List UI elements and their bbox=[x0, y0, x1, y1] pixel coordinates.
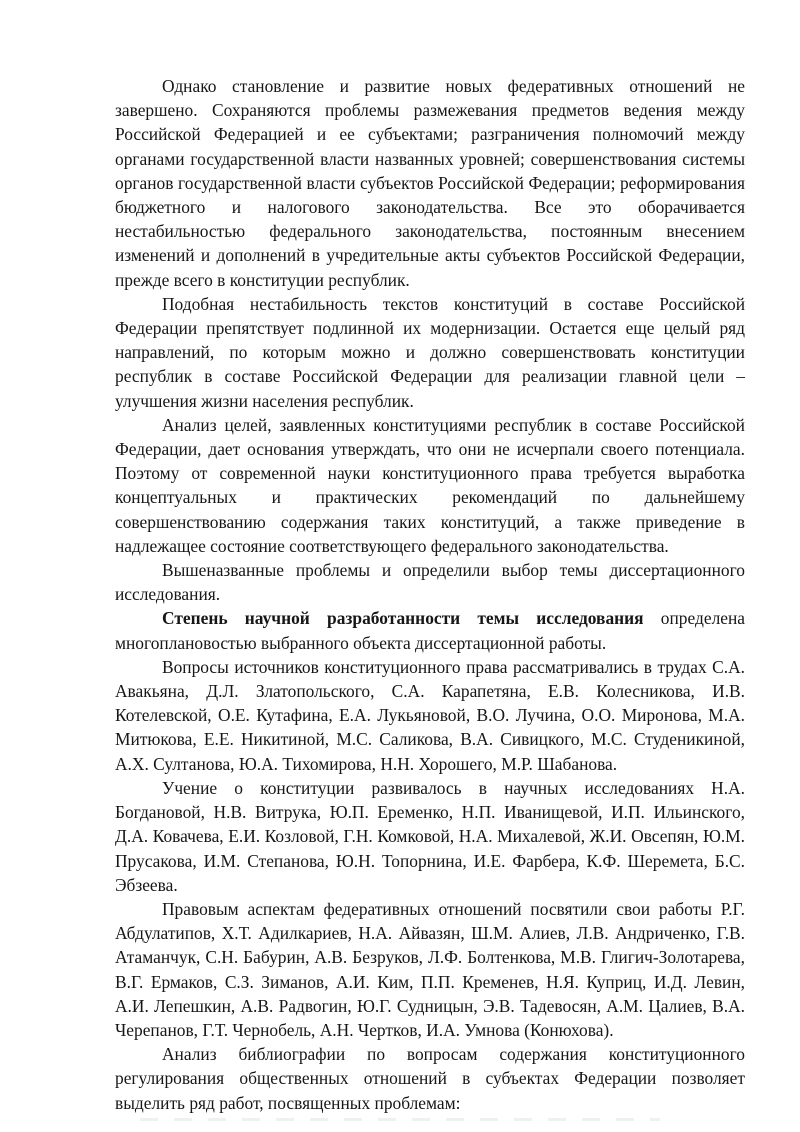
paragraph-4 bbox=[115, 558, 745, 606]
paragraph-text: Вопросы источников конституционного права рассматривались в трудах С.А. Авакьяна, Д.Л. Златопольского, С.А. Карапетяна, Е.В. Колесникова, И.В. Котелевской, О.Е. Кутафина, Е.А. Лукьяновой, В.О. Лучина, О.О. Миронова, М.А. Митюкова, Е.Е. Никитиной, М.С. Саликова, В.А. Сивицкого, М.С. Студеникиной, А.Х. Султанова, Ю.А. Тихомирова, Н.Н. Хорошего, М.Р. Шабанова. bbox=[115, 656, 745, 774]
paragraph-5 bbox=[115, 606, 745, 654]
paragraph-1 bbox=[115, 74, 745, 292]
section-heading-inline: Степень научной разработанности темы исследования bbox=[162, 608, 644, 629]
paragraph-text: Учение о конституции развивалось в научных исследованиях Н.А. Богдановой, Н.В. Витрука, Ю.П. Еременко, Н.П. Иванищевой, И.П. Ильинского, Д.А. Ковачева, Е.И. Козловой, Г.Н. Комковой, Н.А. Михалевой, Ж.И. Овсепян, Ю.М. Прусакова, И.М. Степанова, Ю.Н. Топорнина, И.Е. Фарбера, К.Ф. Шеремета, Б.С. Эбзеева. bbox=[115, 777, 745, 895]
paragraph-8 bbox=[115, 897, 745, 1042]
paragraph-text: Анализ целей, заявленных конституциями республик в составе Российской Федерации, дает основания утверждать, что они не исчерпали своего потенциала. Поэтому от современной науки конституционного права требуется выработка концептуальных и практических рекомендаций по дальнейшему совершенствованию содержания таких конституций, а также приведение в надлежащее состояние соответствующего федерального законодательства. bbox=[115, 414, 745, 556]
paragraph-2 bbox=[115, 292, 745, 413]
paragraph-text: Вышеназванные проблемы и определили выбор темы диссертационного исследования. bbox=[115, 560, 745, 605]
document-page bbox=[115, 74, 745, 1115]
paragraph-text: Анализ библиографии по вопросам содержания конституционного регулирования общественных отношений в субъектах Федерации позволяет выделить ряд работ, посвященных проблемам: bbox=[115, 1044, 745, 1113]
paragraph-text: Подобная нестабильность текстов конституций в составе Российской Федерации препятствует подлинной их модернизации. Остается еще целый ряд направлений, по которым можно и должно совершенствовать конституции республик в составе Российской Федерации для реализации главной цели – улучшения жизни населения республик. bbox=[115, 293, 745, 411]
paragraph-text: определена многоплановостью выбранного объекта диссертационной работы. bbox=[115, 608, 745, 653]
paragraph-9 bbox=[115, 1042, 745, 1115]
paragraph-7 bbox=[115, 776, 745, 897]
scan-artifact-divider bbox=[140, 1118, 660, 1121]
paragraph-6 bbox=[115, 655, 745, 776]
paragraph-text: Однако становление и развитие новых федеративных отношений не завершено. Сохраняются проблемы размежевания предметов ведения между Российской Федерацией и ее субъектами; разграничения полномочий между органами государственной власти названных уровней; совершенствования системы органов государственной власти субъектов Российской Федерации; реформирования бюджетного и налогового законодательства. Все это оборачивается нестабильностью федерального законодательства, постоянным внесением изменений и дополнений в учредительные акты субъектов Российской Федерации, прежде всего в конституции республик. bbox=[115, 76, 745, 290]
paragraph-text: Правовым аспектам федеративных отношений посвятили свои работы Р.Г. Абдулатипов, Х.Т. Адилкариев, Н.А. Айвазян, Ш.М. Алиев, Л.В. Андриченко, Г.В. Атаманчук, С.Н. Бабурин, А.В. Безруков, Л.Ф. Болтенкова, М.В. Глигич-Золотарева, В.Г. Ермаков, С.З. Зиманов, А.И. Ким, П.П. Кременев, Н.Я. Куприц, И.Д. Левин, А.И. Лепешкин, А.В. Радвогин, Ю.Г. Судницын, Э.В. Тадевосян, А.М. Цалиев, В.А. Черепанов, Г.Т. Чернобель, А.Н. Чертков, И.А. Умнова (Конюхова). bbox=[115, 898, 745, 1040]
paragraph-3 bbox=[115, 413, 745, 558]
